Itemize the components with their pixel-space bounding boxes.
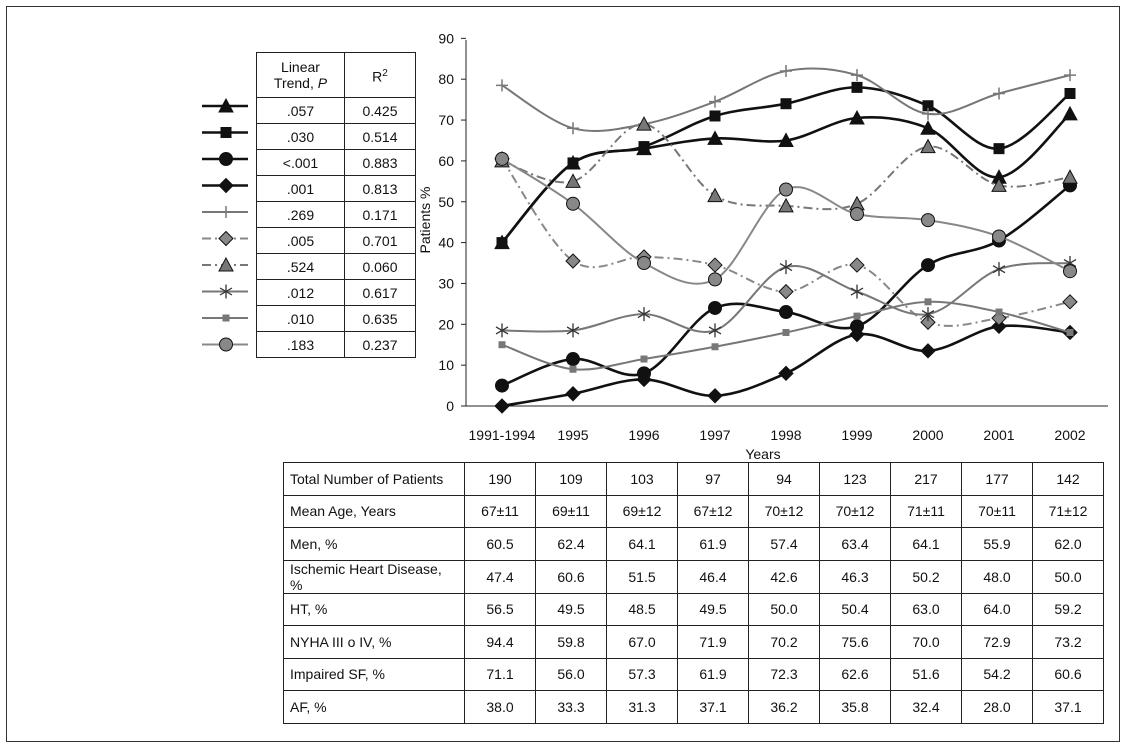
linear-trend-row [257, 280, 416, 306]
table-cell: 59.2 [1033, 593, 1104, 626]
data-point [993, 262, 1005, 276]
linear-trend-header [257, 53, 345, 98]
data-point [567, 353, 580, 366]
table-cell: 71.1 [465, 658, 536, 691]
table-cell: 51.5 [607, 560, 678, 593]
r2-value-cell: 0.425 [345, 98, 416, 124]
table-cell: 64.1 [607, 528, 678, 561]
y-tick-label: 10 [438, 357, 454, 374]
p-value-cell: .030 [257, 124, 345, 150]
row-label: HT, % [284, 593, 465, 626]
table-row [284, 495, 1104, 528]
data-point [1067, 329, 1074, 336]
data-point [921, 121, 935, 134]
r2-value-cell: 0.514 [345, 124, 416, 150]
data-point [1064, 69, 1076, 81]
data-point [566, 174, 580, 187]
linear-trend-row [257, 150, 416, 176]
data-point [851, 208, 864, 221]
data-point [708, 389, 722, 403]
p-value-cell: .057 [257, 98, 345, 124]
table-cell: 56.0 [536, 658, 607, 691]
table-row [284, 463, 1104, 496]
data-point [993, 87, 1005, 99]
row-label: Impaired SF, % [284, 658, 465, 691]
table-cell: 31.3 [607, 691, 678, 724]
y-tick-label: 40 [438, 234, 454, 251]
table-cell: 217 [891, 463, 962, 496]
y-tick-label: 20 [438, 316, 454, 333]
x-tick-label: 2000 [912, 427, 944, 443]
data-point [496, 379, 509, 392]
data-point [709, 301, 722, 314]
data-point [567, 197, 580, 210]
table-row [284, 658, 1104, 691]
table-cell: 72.3 [749, 658, 820, 691]
x-tick-label: 1995 [557, 427, 589, 443]
table-cell: 63.0 [891, 593, 962, 626]
r2-value-cell: 0.813 [345, 176, 416, 202]
table-cell: 60.6 [1033, 658, 1104, 691]
p-value-cell: .001 [257, 176, 345, 202]
x-tick-label: 1997 [699, 427, 731, 443]
row-label: Total Number of Patients [284, 463, 465, 496]
y-tick-label: 80 [438, 71, 454, 88]
table-cell: 109 [536, 463, 607, 496]
row-label: AF, % [284, 691, 465, 724]
linear-trend-header-row [257, 53, 416, 98]
r2-value-cell: 0.060 [345, 254, 416, 280]
table-cell: 67±12 [678, 495, 749, 528]
row-label: Mean Age, Years [284, 495, 465, 528]
table-cell: 56.5 [465, 593, 536, 626]
row-label: Men, % [284, 528, 465, 561]
table-cell: 50.0 [1033, 560, 1104, 593]
p-symbol: P [317, 75, 328, 91]
series-line [502, 87, 1070, 242]
linear-trend-row [257, 202, 416, 228]
table-cell: 70±12 [820, 495, 891, 528]
table-cell: 71±12 [1033, 495, 1104, 528]
data-point [922, 214, 935, 227]
table-cell: 54.2 [962, 658, 1033, 691]
table-cell: 57.3 [607, 658, 678, 691]
data-point [851, 69, 863, 81]
data-point [1063, 170, 1077, 183]
table-cell: 62.6 [820, 658, 891, 691]
y-tick-label: 30 [438, 275, 454, 292]
table-cell: 67.0 [607, 626, 678, 659]
y-tick-label: 70 [438, 112, 454, 129]
row-label: Ischemic Heart Disease, % [284, 560, 465, 593]
data-point [710, 110, 721, 121]
data-point [712, 343, 719, 350]
x-axis-label: Years [745, 446, 781, 462]
table-row [284, 626, 1104, 659]
legend-marker [219, 179, 233, 193]
table-cell: 67±11 [465, 495, 536, 528]
table-cell: 35.8 [820, 691, 891, 724]
table-cell: 94.4 [465, 626, 536, 659]
table-cell: 48.0 [962, 560, 1033, 593]
legend-marker [220, 206, 232, 218]
table-cell: 37.1 [678, 691, 749, 724]
y-tick-label: 60 [438, 152, 454, 169]
x-tick-label: 1999 [841, 427, 873, 443]
linear-trend-row [257, 254, 416, 280]
data-point [709, 273, 722, 286]
table-cell: 62.4 [536, 528, 607, 561]
table-cell: 46.3 [820, 560, 891, 593]
p-value-cell: .012 [257, 280, 345, 306]
data-point [925, 298, 932, 305]
table-cell: 70±11 [962, 495, 1033, 528]
linear-trend-header-line1: Linear [281, 59, 320, 75]
data-point [638, 257, 651, 270]
table-cell: 64.1 [891, 528, 962, 561]
table-cell: 94 [749, 463, 820, 496]
r2-value-cell: 0.883 [345, 150, 416, 176]
table-cell: 49.5 [678, 593, 749, 626]
table-cell: 142 [1033, 463, 1104, 496]
p-value-cell: .183 [257, 332, 345, 358]
data-point [922, 259, 935, 272]
table-cell: 64.0 [962, 593, 1033, 626]
linear-trend-table [256, 52, 416, 358]
legend-marker [220, 338, 233, 351]
legend-marker [223, 315, 230, 322]
r2-value-cell: 0.635 [345, 306, 416, 332]
table-row [284, 691, 1104, 724]
table-cell: 103 [607, 463, 678, 496]
table-row [284, 560, 1104, 593]
data-point [566, 387, 580, 401]
legend-marker [221, 127, 232, 138]
table-cell: 60.5 [465, 528, 536, 561]
table-cell: 46.4 [678, 560, 749, 593]
data-point [779, 285, 793, 299]
p-value-cell: .005 [257, 228, 345, 254]
data-point [708, 258, 722, 272]
p-value-cell: .010 [257, 306, 345, 332]
r2-value-cell: 0.617 [345, 280, 416, 306]
table-cell: 55.9 [962, 528, 1033, 561]
data-point [709, 323, 721, 337]
p-value-cell: <.001 [257, 150, 345, 176]
series-acei-or-ara-ii [497, 82, 1076, 248]
linear-trend-header-text: Trend, [273, 75, 318, 91]
table-cell: 97 [678, 463, 749, 496]
table-cell: 70.0 [891, 626, 962, 659]
data-point [570, 366, 577, 373]
data-point [1065, 88, 1076, 99]
table-cell: 33.3 [536, 691, 607, 724]
data-point [1063, 295, 1077, 309]
table-cell: 123 [820, 463, 891, 496]
data-point [780, 65, 792, 77]
r2-value-cell: 0.237 [345, 332, 416, 358]
x-tick-label: 2001 [983, 427, 1015, 443]
linear-trend-row [257, 98, 416, 124]
table-cell: 49.5 [536, 593, 607, 626]
table-cell: 47.4 [465, 560, 536, 593]
x-tick-label: 1996 [628, 427, 660, 443]
data-point [1064, 265, 1077, 278]
table-cell: 36.2 [749, 691, 820, 724]
p-value-cell: .269 [257, 202, 345, 228]
table-cell: 69±12 [607, 495, 678, 528]
data-point [783, 329, 790, 336]
r2-value-cell: 0.171 [345, 202, 416, 228]
table-cell: 61.9 [678, 658, 749, 691]
data-point [854, 313, 861, 320]
data-point [852, 82, 863, 93]
table-cell: 57.4 [749, 528, 820, 561]
data-point [568, 157, 579, 168]
row-label: NYHA III o IV, % [284, 626, 465, 659]
table-cell: 37.1 [1033, 691, 1104, 724]
data-point [850, 258, 864, 272]
table-cell: 32.4 [891, 691, 962, 724]
linear-trend-row [257, 176, 416, 202]
data-point [780, 183, 793, 196]
y-tick-label: 50 [438, 193, 454, 210]
data-point [781, 98, 792, 109]
y-tick-label: 0 [446, 398, 454, 414]
table-cell: 70.2 [749, 626, 820, 659]
table-cell: 48.5 [607, 593, 678, 626]
patients-table [283, 462, 1104, 724]
data-point [994, 143, 1005, 154]
linear-trend-row [257, 124, 416, 150]
data-point [567, 122, 579, 134]
data-point [499, 341, 506, 348]
series-digitalis [495, 152, 1077, 329]
table-cell: 50.4 [820, 593, 891, 626]
data-point [993, 230, 1006, 243]
table-cell: 60.6 [536, 560, 607, 593]
data-point [497, 237, 508, 248]
data-point [780, 306, 793, 319]
linear-trend-row [257, 306, 416, 332]
table-cell: 63.4 [820, 528, 891, 561]
linear-trend-header-line2 [274, 75, 327, 91]
table-cell: 70±12 [749, 495, 820, 528]
data-point [1063, 107, 1077, 120]
data-point [708, 189, 722, 202]
table-cell: 69±11 [536, 495, 607, 528]
table-cell: 28.0 [962, 691, 1033, 724]
linear-trend-row [257, 228, 416, 254]
table-row [284, 528, 1104, 561]
data-point [996, 309, 1003, 316]
y-axis-label: Patients % [417, 186, 433, 254]
data-point [496, 79, 508, 91]
y-tick-label: 90 [438, 30, 454, 47]
table-cell: 38.0 [465, 691, 536, 724]
legend-marker [220, 153, 233, 166]
p-value-cell: .524 [257, 254, 345, 280]
data-point [709, 96, 721, 108]
table-cell: 62.0 [1033, 528, 1104, 561]
table-cell: 73.2 [1033, 626, 1104, 659]
data-point [639, 141, 650, 152]
series-antiplatelet-agents [495, 117, 1077, 212]
x-tick-label: 1991-1994 [468, 427, 536, 443]
r2-header: $R^2$ [345, 53, 416, 98]
x-tick-label: 2002 [1054, 427, 1086, 443]
table-cell: 177 [962, 463, 1033, 496]
table-cell: 75.6 [820, 626, 891, 659]
r2-value-cell: 0.701 [345, 228, 416, 254]
data-point [921, 344, 935, 358]
data-point [921, 140, 935, 153]
table-cell: 190 [465, 463, 536, 496]
table-cell: 59.8 [536, 626, 607, 659]
legend-marker [219, 232, 233, 246]
data-point [641, 356, 648, 363]
table-cell: 61.9 [678, 528, 749, 561]
data-point [851, 285, 863, 299]
table-cell: 71±11 [891, 495, 962, 528]
table-cell: 51.6 [891, 658, 962, 691]
table-row [284, 593, 1104, 626]
table-cell: 71.9 [678, 626, 749, 659]
table-cell: 50.2 [891, 560, 962, 593]
x-tick-label: 1998 [770, 427, 802, 443]
linear-trend-row [257, 332, 416, 358]
data-point [496, 152, 509, 165]
data-point [495, 399, 509, 413]
table-cell: 42.6 [749, 560, 820, 593]
data-point [779, 366, 793, 380]
table-cell: 50.0 [749, 593, 820, 626]
table-cell: 72.9 [962, 626, 1033, 659]
